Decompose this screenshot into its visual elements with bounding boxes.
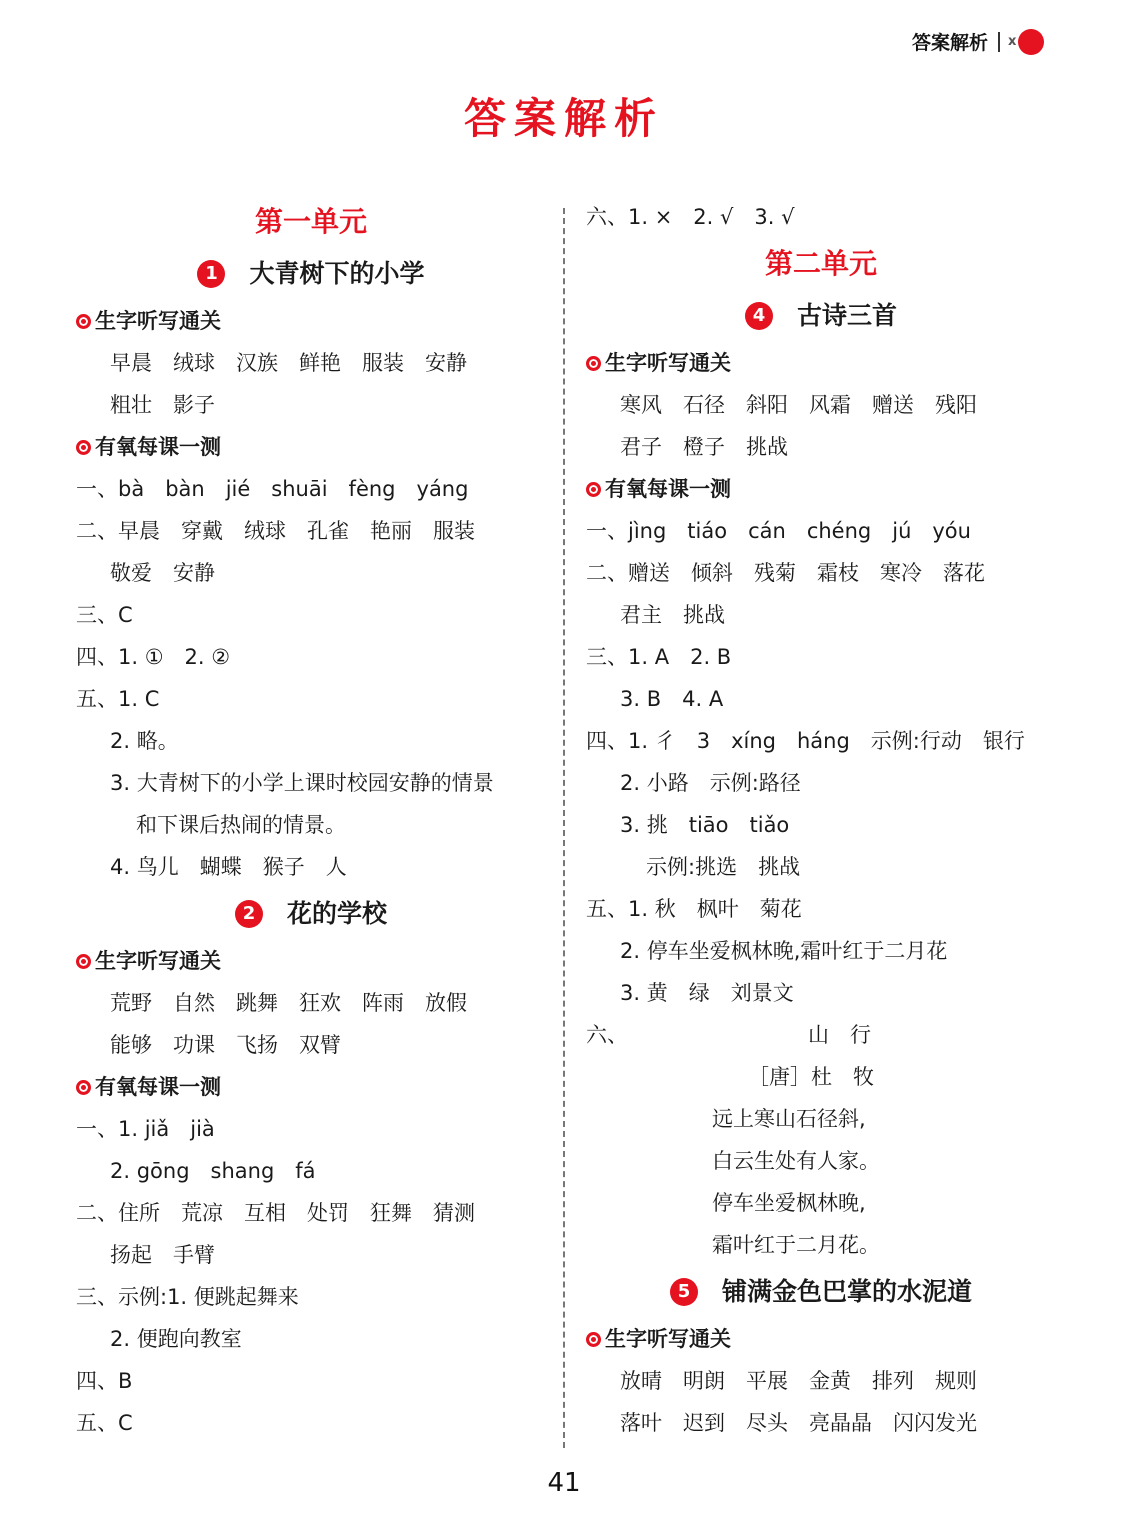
answer-line: 一、1. jiǎ jià bbox=[76, 1117, 215, 1141]
answer-line: 五、C bbox=[76, 1411, 133, 1435]
page-number: 41 bbox=[547, 1468, 581, 1498]
column-divider bbox=[563, 208, 565, 1448]
answer-line: 落叶 迟到 尽头 亮晶晶 闪闪发光 bbox=[620, 1411, 977, 1435]
lesson-title-text: 大青树下的小学 bbox=[249, 259, 425, 288]
poem-line: 白云生处有人家。 bbox=[712, 1149, 880, 1173]
answer-line: 一、bà bàn jié shuāi fèng yáng bbox=[76, 477, 469, 501]
answer-line: 三、C bbox=[76, 603, 133, 627]
lesson-number-badge: 2 bbox=[235, 900, 263, 928]
section-heading: 有氧每课一测 bbox=[586, 468, 1056, 510]
answer-line: 寒风 石径 斜阳 风霜 赠送 残阳 bbox=[620, 393, 977, 417]
right-column bbox=[586, 196, 1056, 1444]
section-heading: 有氧每课一测 bbox=[76, 1066, 546, 1108]
answer-line: 3. 挑 tiāo tiǎo bbox=[620, 813, 790, 837]
lesson-number-badge: 4 bbox=[745, 302, 773, 330]
answer-line: 五、1. 秋 枫叶 菊花 bbox=[586, 897, 802, 921]
answer-line: 能够 功课 飞扬 双臂 bbox=[110, 1033, 341, 1057]
target-icon bbox=[76, 314, 91, 329]
header-separator bbox=[998, 32, 1000, 52]
header-mark: ⅹ bbox=[1008, 34, 1017, 49]
answer-line: 四、B bbox=[76, 1369, 133, 1393]
answer-line: 君子 橙子 挑战 bbox=[620, 435, 788, 459]
answer-line: 二、赠送 倾斜 残菊 霜枝 寒冷 落花 bbox=[586, 561, 985, 585]
answer-line: 三、示例:1. 便跳起舞来 bbox=[76, 1285, 299, 1309]
poem-author: ［唐］杜 牧 bbox=[748, 1065, 874, 1089]
unit-title: 第二单元 bbox=[764, 247, 877, 280]
lesson-title-text: 铺满金色巴掌的水泥道 bbox=[721, 1277, 972, 1306]
left-column bbox=[76, 196, 546, 1444]
answer-line: 3. 大青树下的小学上课时校园安静的情景 bbox=[110, 771, 494, 795]
answer-line: 三、1. A 2. B bbox=[586, 645, 732, 669]
lesson-number-badge: 1 bbox=[197, 260, 225, 288]
answer-line: 扬起 手臂 bbox=[110, 1243, 215, 1267]
answer-line: 2. 便跑向教室 bbox=[110, 1327, 242, 1351]
target-icon bbox=[76, 954, 91, 969]
answer-line: 敬爱 安静 bbox=[110, 561, 215, 585]
target-icon bbox=[586, 482, 601, 497]
answer-line: 二、住所 荒凉 互相 处罚 狂舞 猜测 bbox=[76, 1201, 475, 1225]
unit-title: 第一单元 bbox=[254, 205, 367, 238]
answer-line: 五、1. C bbox=[76, 687, 160, 711]
answer-line: 粗壮 影子 bbox=[110, 393, 215, 417]
target-icon bbox=[76, 440, 91, 455]
section-heading: 有氧每课一测 bbox=[76, 426, 546, 468]
lesson-title bbox=[76, 248, 546, 300]
header-tab bbox=[912, 28, 1044, 55]
lesson-title bbox=[586, 290, 1056, 342]
red-dot-icon bbox=[1018, 29, 1044, 55]
lesson-title bbox=[76, 888, 546, 940]
answer-line: 君主 挑战 bbox=[620, 603, 725, 627]
answer-line: 二、早晨 穿戴 绒球 孔雀 艳丽 服装 bbox=[76, 519, 475, 543]
answer-line: 六、 山 行 bbox=[586, 1023, 871, 1047]
section-heading: 生字听写通关 bbox=[76, 300, 546, 342]
page-title: 答案解析 bbox=[463, 94, 664, 143]
answer-line: 2. 停车坐爱枫林晚,霜叶红于二月花 bbox=[620, 939, 948, 963]
poem-line: 停车坐爱枫林晚, bbox=[712, 1191, 866, 1215]
answer-line: 一、jìng tiáo cán chéng jú yóu bbox=[586, 519, 971, 543]
lesson-number-badge: 5 bbox=[670, 1278, 698, 1306]
section-heading: 生字听写通关 bbox=[76, 940, 546, 982]
answer-line: 3. 黄 绿 刘景文 bbox=[620, 981, 794, 1005]
header-tab-label: 答案解析 bbox=[912, 32, 989, 54]
answer-line: 六、1. × 2. √ 3. √ bbox=[586, 205, 795, 229]
answer-line: 2. 略。 bbox=[110, 729, 179, 753]
section-heading: 生字听写通关 bbox=[586, 342, 1056, 384]
poem-line: 霜叶红于二月花。 bbox=[712, 1233, 880, 1257]
answer-line: 4. 鸟儿 蝴蝶 猴子 人 bbox=[110, 855, 347, 879]
answer-line: 2. 小路 示例:路径 bbox=[620, 771, 801, 795]
poem-title: 山 行 bbox=[808, 1023, 871, 1047]
answer-line: 四、1. 彳 3 xíng háng 示例:行动 银行 bbox=[586, 729, 1025, 753]
target-icon bbox=[586, 356, 601, 371]
poem-line: 远上寒山石径斜, bbox=[712, 1107, 866, 1131]
answer-line: 放晴 明朗 平展 金黄 排列 规则 bbox=[620, 1369, 977, 1393]
lesson-title bbox=[586, 1266, 1056, 1318]
answer-line: 2. gōng shang fá bbox=[110, 1159, 316, 1183]
answer-line: 和下课后热闹的情景。 bbox=[136, 813, 346, 837]
target-icon bbox=[586, 1332, 601, 1347]
answer-line: 示例:挑选 挑战 bbox=[646, 855, 801, 879]
lesson-title-text: 花的学校 bbox=[286, 899, 387, 928]
section-heading: 生字听写通关 bbox=[586, 1318, 1056, 1360]
answer-line: 早晨 绒球 汉族 鲜艳 服装 安静 bbox=[110, 351, 467, 375]
answer-line: 荒野 自然 跳舞 狂欢 阵雨 放假 bbox=[110, 991, 467, 1015]
lesson-title-text: 古诗三首 bbox=[796, 301, 897, 330]
answer-line: 3. B 4. A bbox=[620, 687, 724, 711]
answer-line: 四、1. ① 2. ② bbox=[76, 645, 231, 669]
target-icon bbox=[76, 1080, 91, 1095]
